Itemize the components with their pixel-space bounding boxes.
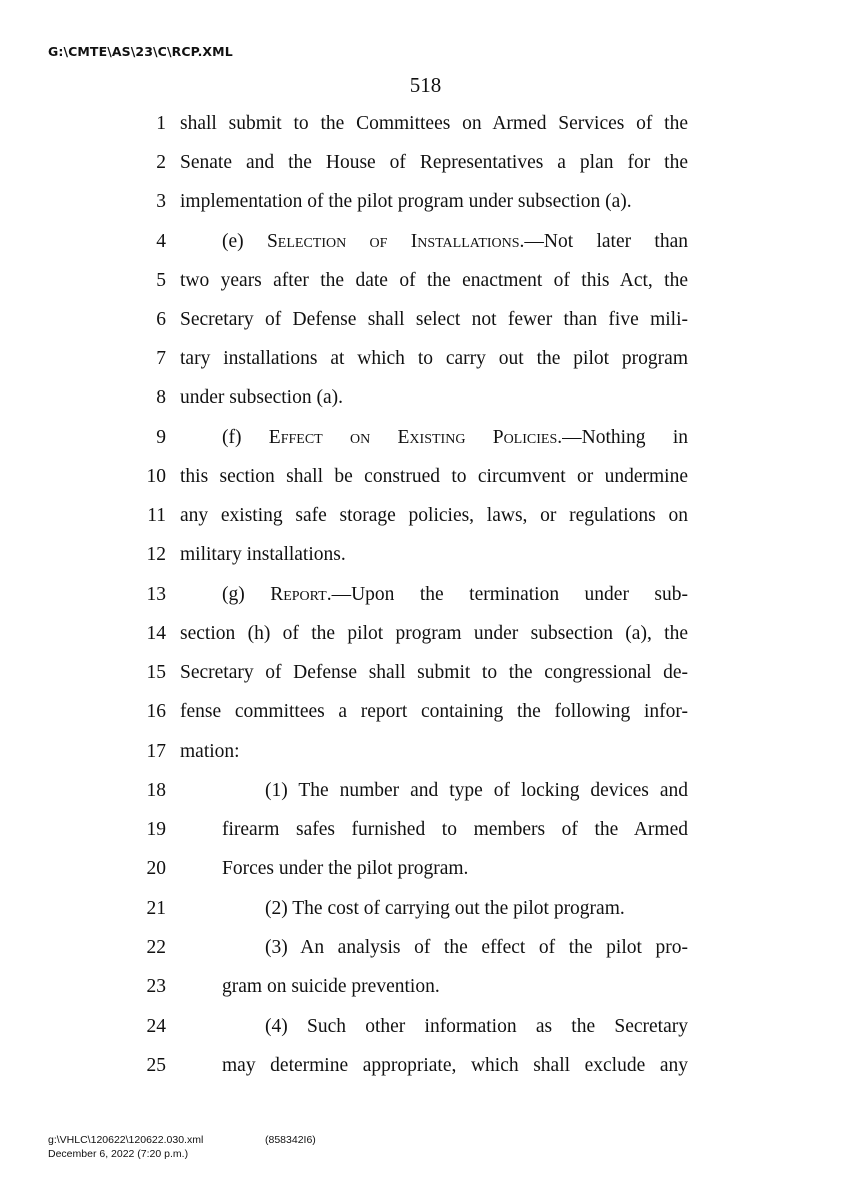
- text-segment: tary installations at which to carry out the pilot program: [180, 348, 688, 369]
- line-number: 21: [146, 898, 166, 919]
- line-text: [265, 1016, 688, 1038]
- text-segment: (2) The cost of carrying out the pilot program.: [265, 898, 625, 919]
- line-number: 10: [146, 466, 166, 487]
- text-segment: two years after the date of the enactment of this Act, the: [180, 270, 688, 291]
- text-segment: shall submit to the Committees on Armed Services of the: [180, 113, 688, 134]
- line-text: [180, 701, 688, 723]
- text-segment: (3) An analysis of the effect of the pilot pro-: [265, 937, 688, 958]
- line-text: [222, 858, 468, 880]
- text-segment: (g): [222, 584, 271, 605]
- text-segment: this section shall be construed to circumvent or undermine: [180, 466, 688, 487]
- line-text: [180, 152, 688, 174]
- text-segment: (1) The number and type of locking devices and: [265, 780, 688, 801]
- text-segment: implementation of the pilot program under subsection (a).: [180, 191, 632, 212]
- line-text: [180, 741, 240, 763]
- text-line: [0, 741, 851, 771]
- line-number: 8: [156, 387, 166, 408]
- text-segment: .—Not later than: [519, 231, 688, 252]
- line-number: 20: [146, 858, 166, 879]
- text-line: [0, 231, 851, 261]
- text-line: [0, 152, 851, 182]
- line-number: 15: [146, 662, 166, 683]
- subsection-heading: Report: [270, 584, 327, 605]
- text-line: [0, 466, 851, 496]
- text-line: [0, 819, 851, 849]
- line-text: [180, 348, 688, 370]
- line-number: 14: [146, 623, 166, 644]
- text-segment: gram on suicide prevention.: [222, 976, 440, 997]
- text-segment: any existing safe storage policies, laws, or regulations on: [180, 505, 688, 526]
- text-segment: under subsection (a).: [180, 387, 343, 408]
- line-number: 22: [146, 937, 166, 958]
- text-line: [0, 858, 851, 888]
- page-number: 518: [409, 73, 442, 97]
- line-text: [180, 270, 688, 292]
- line-text: [222, 427, 688, 449]
- line-number: 13: [146, 584, 166, 605]
- line-text: [180, 662, 688, 684]
- line-text: [222, 584, 688, 606]
- line-number: 25: [146, 1055, 166, 1076]
- line-text: [180, 505, 688, 527]
- text-line: [0, 1016, 851, 1046]
- line-number: 23: [146, 976, 166, 997]
- line-text: [180, 466, 688, 488]
- text-line: [0, 1055, 851, 1085]
- line-text: [180, 623, 688, 645]
- text-segment: section (h) of the pilot program under subsection (a), the: [180, 623, 688, 644]
- line-number: 7: [156, 348, 166, 369]
- line-number: 2: [156, 152, 166, 173]
- line-text: [180, 544, 346, 566]
- line-text: [265, 780, 688, 802]
- text-line: [0, 780, 851, 810]
- line-text: [222, 231, 688, 253]
- line-number: 5: [156, 270, 166, 291]
- text-line: [0, 544, 851, 574]
- subsection-heading: Effect on Existing Policies: [268, 427, 558, 448]
- line-number: 24: [146, 1016, 166, 1037]
- text-segment: (e): [222, 231, 267, 252]
- file-path-header: G:\CMTE\AS\23\C\RCP.XML: [48, 44, 233, 59]
- text-line: [0, 113, 851, 143]
- line-text: [265, 898, 625, 920]
- text-segment: firearm safes furnished to members of the Armed: [222, 819, 688, 840]
- footer-date: December 6, 2022 (7:20 p.m.): [48, 1148, 189, 1160]
- text-line: [0, 584, 851, 614]
- line-number: 6: [156, 309, 166, 330]
- line-text: [180, 387, 343, 409]
- text-line: [0, 505, 851, 535]
- text-segment: (4) Such other information as the Secretary: [265, 1016, 688, 1037]
- line-number: 3: [156, 191, 166, 212]
- footer-file-info: [48, 1133, 203, 1161]
- text-segment: may determine appropriate, which shall exclude any: [222, 1055, 688, 1076]
- text-line: [0, 662, 851, 692]
- text-line: [0, 387, 851, 417]
- line-text: [265, 937, 688, 959]
- text-line: [0, 898, 851, 928]
- line-number: 9: [156, 427, 166, 448]
- line-number: 17: [146, 741, 166, 762]
- line-number: 11: [147, 505, 166, 526]
- text-segment: .—Nothing in: [557, 427, 688, 448]
- footer-file-path: g:\VHLC\120622\120622.030.xml: [48, 1134, 204, 1146]
- line-number: 1: [156, 113, 166, 134]
- text-segment: military installations.: [180, 544, 346, 565]
- line-text: [222, 819, 688, 841]
- line-number: 4: [156, 231, 166, 252]
- text-line: [0, 270, 851, 300]
- line-text: [180, 191, 632, 213]
- subsection-heading: Selection of Installations: [266, 231, 520, 252]
- text-segment: fense committees a report containing the following infor-: [180, 701, 688, 722]
- line-number: 16: [146, 701, 166, 722]
- text-line: [0, 976, 851, 1006]
- text-line: [0, 309, 851, 339]
- line-text: [222, 1055, 688, 1077]
- text-line: [0, 701, 851, 731]
- line-text: [180, 309, 688, 331]
- text-segment: (f): [222, 427, 269, 448]
- footer-document-code: (858342I6): [265, 1134, 316, 1146]
- text-line: [0, 191, 851, 221]
- line-text: [222, 976, 440, 998]
- text-line: [0, 937, 851, 967]
- text-line: [0, 348, 851, 378]
- text-line: [0, 623, 851, 653]
- text-segment: Senate and the House of Representatives a plan for the: [180, 152, 688, 173]
- text-segment: Secretary of Defense shall select not fewer than five mili-: [180, 309, 688, 330]
- text-segment: .—Upon the termination under sub-: [326, 584, 688, 605]
- line-number: 18: [146, 780, 166, 801]
- line-number: 19: [146, 819, 166, 840]
- text-segment: mation:: [180, 741, 240, 762]
- line-number: 12: [146, 544, 166, 565]
- text-line: [0, 427, 851, 457]
- text-segment: Forces under the pilot program.: [222, 858, 469, 879]
- text-segment: Secretary of Defense shall submit to the congressional de-: [180, 662, 688, 683]
- line-text: [180, 113, 688, 135]
